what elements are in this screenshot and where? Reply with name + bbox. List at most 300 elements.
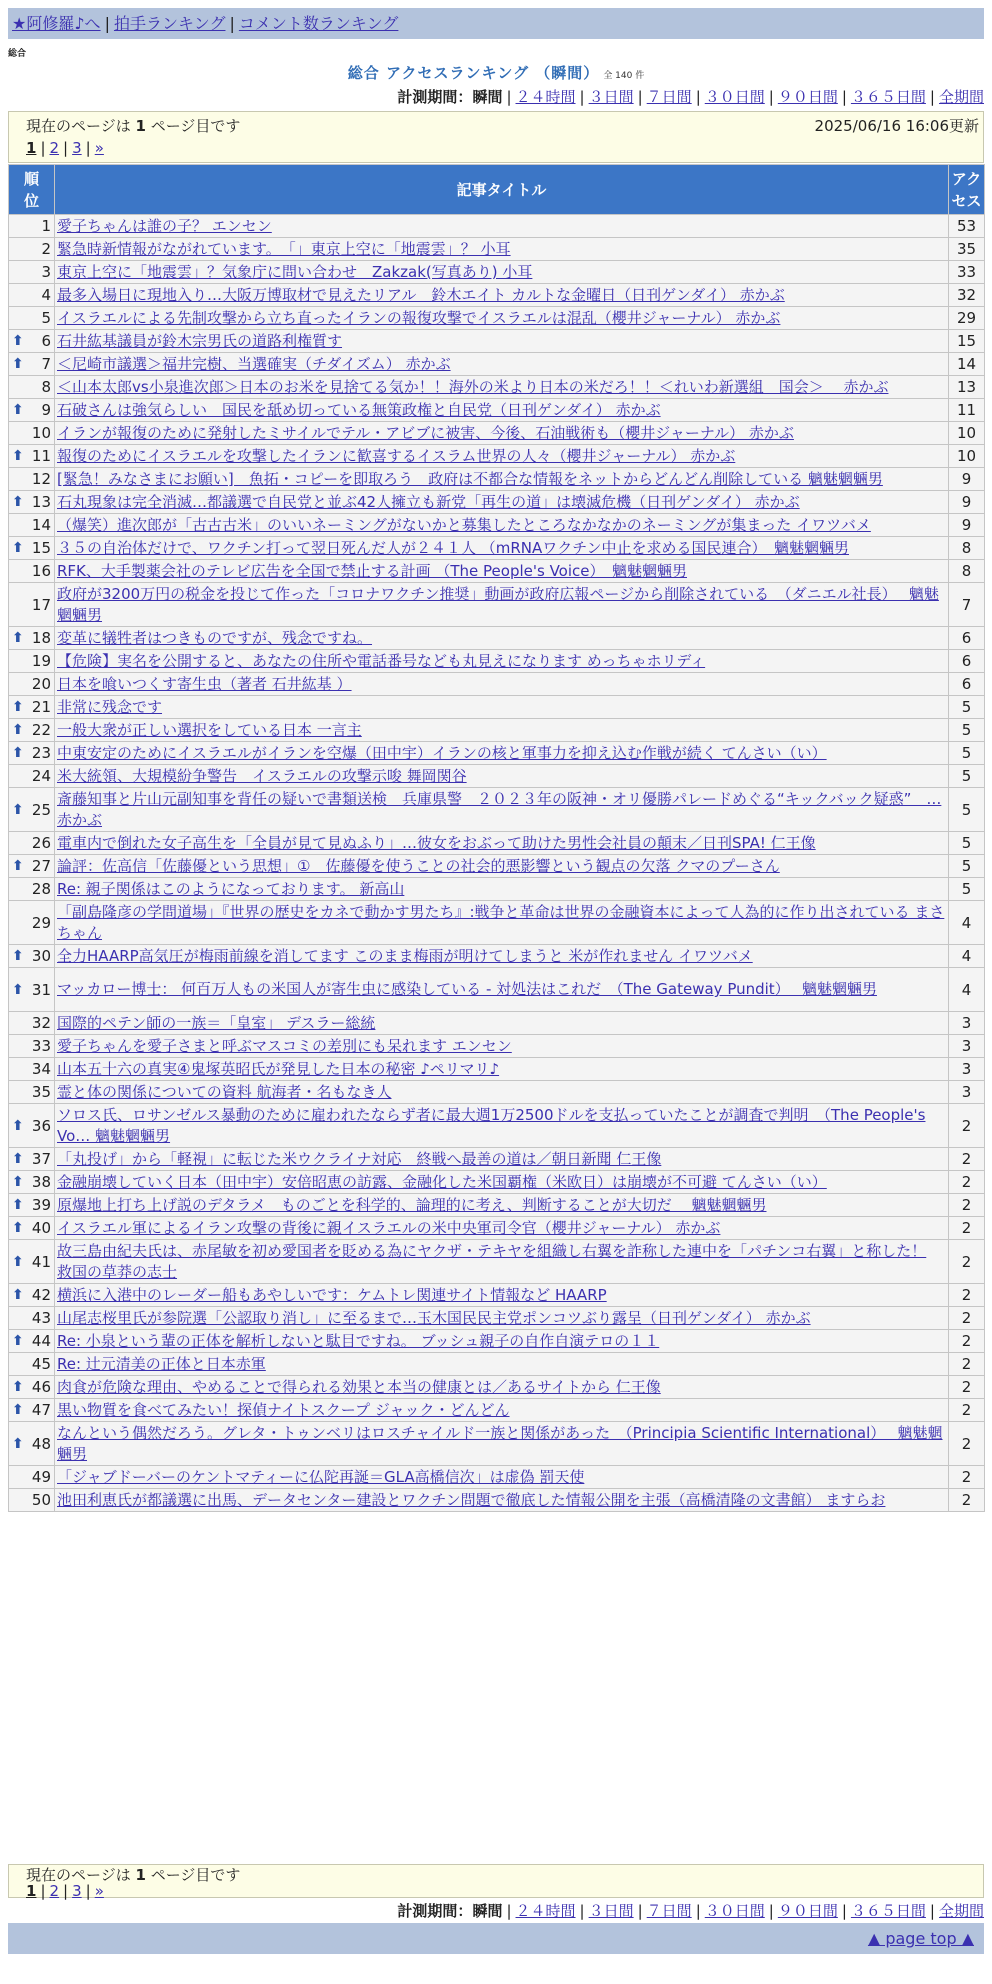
article-title-link[interactable]: 石破さんは強気らしい 国民を舐め切っている無策政権と自民党（日刊ゲンダイ） 赤かぶ xyxy=(57,400,661,419)
nav-link-asyura[interactable]: ★阿修羅♪へ xyxy=(12,14,101,33)
table-header-row xyxy=(9,165,985,215)
title-cell xyxy=(55,261,949,284)
rank-number: 3 xyxy=(41,263,51,281)
article-title-link[interactable]: 論評：佐高信「佐藤優という思想」① 佐藤優を使うことの社会的悪影響という観点の欠落 クマのプーさん xyxy=(57,856,780,875)
page-link[interactable]: » xyxy=(94,1882,104,1900)
title-cell xyxy=(55,650,949,673)
page-link[interactable]: 3 xyxy=(72,139,82,157)
up-arrow-icon: ⬆ xyxy=(12,1117,24,1134)
access-count: 2 xyxy=(949,1148,985,1171)
article-title-link[interactable]: 肉食が危険な理由、やめることで得られる効果と本当の健康とは／あるサイトから 仁王像 xyxy=(57,1377,661,1396)
nav-separator: | xyxy=(104,14,110,33)
table-row xyxy=(9,376,985,399)
period-separator: | xyxy=(768,1902,774,1920)
period-option-link[interactable]: 全期間 xyxy=(938,1902,984,1920)
title-cell xyxy=(55,968,949,1012)
article-title-link[interactable]: 黒い物質を食べてみたい！探偵ナイトスクープ ジャック・どんどん xyxy=(57,1400,510,1419)
up-arrow-icon: ⬆ xyxy=(12,699,24,715)
access-count: 5 xyxy=(949,855,985,878)
access-count: 2 xyxy=(949,1240,985,1284)
access-count: 4 xyxy=(949,945,985,968)
period-current: 瞬間 xyxy=(472,1902,503,1920)
title-cell xyxy=(55,1353,949,1376)
period-option-link[interactable]: 全期間 xyxy=(938,88,984,106)
rank-number: 2 xyxy=(41,240,51,258)
rank-cell xyxy=(9,1489,55,1512)
table-row xyxy=(9,261,985,284)
up-arrow-icon: ⬆ xyxy=(12,1174,24,1190)
rank-cell xyxy=(9,1466,55,1489)
rank-cell xyxy=(9,673,55,696)
rank-cell xyxy=(9,719,55,742)
rank-number: 18 xyxy=(31,629,51,647)
title-cell xyxy=(55,1012,949,1035)
period-option-link[interactable]: ３０日間 xyxy=(704,1902,765,1920)
page-current: 1 xyxy=(26,1882,37,1900)
rank-cell xyxy=(9,307,55,330)
article-title-link[interactable]: RFK、大手製薬会社のテレビ広告を全国で禁止する計画 （The People's Voice） 魑魅魍魎男 xyxy=(57,561,687,580)
title-cell xyxy=(55,788,949,832)
article-title-link[interactable]: Re: 親子関係はこのようになっております。 新高山 xyxy=(57,879,405,898)
title-cell xyxy=(55,1194,949,1217)
title-cell xyxy=(55,719,949,742)
title-cell xyxy=(55,742,949,765)
rank-cell xyxy=(9,742,55,765)
article-title-link[interactable]: 日本を喰いつくす寄生虫（著者 石井紘基 ） xyxy=(57,674,352,693)
table-row xyxy=(9,1194,985,1217)
period-separator: | xyxy=(579,1902,585,1920)
table-row xyxy=(9,1422,985,1466)
up-arrow-icon: ⬆ xyxy=(12,1333,24,1349)
access-count: 9 xyxy=(949,491,985,514)
access-count: 2 xyxy=(949,1194,985,1217)
rank-number: 38 xyxy=(31,1173,51,1191)
current-page-prefix: 現在のページは xyxy=(26,117,131,135)
current-page-suffix: ページ目です xyxy=(150,1866,241,1884)
rank-number: 10 xyxy=(31,424,51,442)
page-separator: | xyxy=(40,1882,46,1900)
rank-cell xyxy=(9,901,55,945)
period-option-link[interactable]: ３６５日間 xyxy=(850,88,926,106)
rank-cell xyxy=(9,1148,55,1171)
up-arrow-icon: ⬆ xyxy=(12,402,24,418)
period-separator: | xyxy=(506,1902,512,1920)
table-row xyxy=(9,1171,985,1194)
title-cell xyxy=(55,514,949,537)
rank-number: 26 xyxy=(31,834,51,852)
access-count: 3 xyxy=(949,1058,985,1081)
rank-cell xyxy=(9,261,55,284)
article-title-link[interactable]: 故三島由紀夫氏は、赤尾敏を初め愛国者を貶める為にヤクザ・テキヤを組織し右翼を詐称した連中を「パチンコ右翼」と称した！ 救国の草莽の志士 xyxy=(57,1241,927,1281)
access-count: 2 xyxy=(949,1330,985,1353)
access-count: 5 xyxy=(949,878,985,901)
article-title-link[interactable]: [緊急！みなさまにお願い] 魚拓・コピーを即取ろう 政府は不都合な情報をネットからどんどん削除している 魑魅魍魎男 xyxy=(57,469,883,488)
period-option-link[interactable]: ３０日間 xyxy=(704,88,765,106)
title-cell xyxy=(55,855,949,878)
article-title-link[interactable]: 石丸現象は完全消滅…都議選で自民党と並ぶ42人擁立も新党「再生の道」は壊滅危機（日刊ゲンダイ） 赤かぶ xyxy=(57,492,800,511)
table-row xyxy=(9,330,985,353)
rank-number: 15 xyxy=(31,539,51,557)
access-count: 5 xyxy=(949,788,985,832)
article-title-link[interactable]: 政府が3200万円の税金を投じて作った「コロナワクチン推奨」動画が政府広報ページから削除されている （ダニエル社長） 魑魅魍魎男 xyxy=(57,584,939,624)
article-title-link[interactable]: 非常に残念です xyxy=(57,697,163,716)
table-row xyxy=(9,878,985,901)
article-title-link[interactable]: （爆笑）進次郎が「古古古米」のいいネーミングがないかと募集したところなかなかのネーミングが集まった イワツバメ xyxy=(57,515,871,534)
access-count: 8 xyxy=(949,560,985,583)
rank-number: 43 xyxy=(31,1309,51,1327)
up-arrow-icon: ⬆ xyxy=(12,722,24,738)
rank-number: 28 xyxy=(31,880,51,898)
table-row xyxy=(9,1217,985,1240)
rank-number: 49 xyxy=(31,1468,51,1486)
period-selector-top xyxy=(397,86,984,107)
up-arrow-icon: ⬆ xyxy=(12,1151,24,1167)
table-row xyxy=(9,215,985,238)
article-title-link[interactable]: 石井紘基議員が鈴木宗男氏の道路利権質す xyxy=(57,331,343,350)
table-row xyxy=(9,1330,985,1353)
table-row xyxy=(9,901,985,945)
title-cell xyxy=(55,537,949,560)
title-cell xyxy=(55,1217,949,1240)
up-arrow-icon: ⬆ xyxy=(12,630,24,646)
article-title-link[interactable]: 横浜に入港中のレーダー船もあやしいです：ケムトレ関連サイト情報など HAARP xyxy=(57,1285,607,1304)
rank-cell xyxy=(9,696,55,719)
rank-number: 31 xyxy=(31,980,51,999)
article-title-link[interactable]: 電車内で倒れた女子高生を「全員が見て見ぬふり」…彼女をおぶって助けた男性会社員の顛末／日刊SPA! 仁王像 xyxy=(57,833,816,852)
rank-cell xyxy=(9,1104,55,1148)
up-arrow-icon: ⬆ xyxy=(12,981,24,998)
nav-separator: | xyxy=(229,14,235,33)
title-cell xyxy=(55,901,949,945)
period-option-link[interactable]: ７日間 xyxy=(646,88,692,106)
rank-number: 14 xyxy=(31,516,51,534)
up-arrow-icon: ⬆ xyxy=(12,448,24,464)
rank-number: 41 xyxy=(31,1252,51,1271)
article-title-link[interactable]: 緊急時新情報がながれています。 「」東京上空に「地震雲」？ 小耳 xyxy=(57,239,511,258)
rank-number: 5 xyxy=(41,309,51,327)
table-row xyxy=(9,1353,985,1376)
article-title-link[interactable]: 金融崩壊していく日本（田中宇）安倍昭恵の訪露、金融化した米国覇権（米欧日）は崩壊が不可避 てんさい（い） xyxy=(57,1172,827,1191)
rank-cell xyxy=(9,376,55,399)
period-selector-bottom xyxy=(397,1900,984,1921)
title-cell xyxy=(55,583,949,627)
period-separator: | xyxy=(841,1902,847,1920)
rank-cell xyxy=(9,353,55,376)
title-header: 記事タイトル xyxy=(55,165,949,215)
period-separator: | xyxy=(637,88,643,106)
rank-number: 45 xyxy=(31,1355,51,1373)
access-count: 2 xyxy=(949,1307,985,1330)
rank-cell xyxy=(9,1240,55,1284)
table-row xyxy=(9,1012,985,1035)
rank-cell xyxy=(9,1058,55,1081)
updated-timestamp: 2025/06/16 16:06更新 xyxy=(814,117,979,135)
article-title-link[interactable]: イスラエルによる先制攻撃から立ち直ったイランの報復攻撃でイスラエルは混乱（櫻井ジャーナル） 赤かぶ xyxy=(57,308,781,327)
nav-link-comment-ranking[interactable]: コメント数ランキング xyxy=(238,14,399,33)
table-row xyxy=(9,765,985,788)
page-separator: | xyxy=(85,139,91,157)
article-title-link[interactable]: イランが報復のために発射したミサイルでテル・アビブに被害、今後、石油戦術も（櫻井ジャーナル） 赤かぶ xyxy=(57,423,794,442)
rank-number: 22 xyxy=(31,721,51,739)
rank-number: 46 xyxy=(31,1378,51,1396)
table-row xyxy=(9,945,985,968)
table-row xyxy=(9,1376,985,1399)
title-cell xyxy=(55,307,949,330)
article-title-link[interactable]: 愛子ちゃんは誰の子？ エンセン xyxy=(57,216,272,235)
article-title-link[interactable]: 山尾志桜里氏が参院選「公認取り消し」に至るまで…玉木国民民主党ポンコツぶり露呈（日刊ゲンダイ） 赤かぶ xyxy=(57,1308,811,1327)
article-title-link[interactable]: 原爆地上打ち上げ説のデタラメ ものごとを科学的、論理的に考え、判断することが大切だ 魑魅魍魎男 xyxy=(57,1195,767,1214)
access-count: 3 xyxy=(949,1012,985,1035)
current-page-text xyxy=(26,115,240,136)
rank-number: 13 xyxy=(31,493,51,511)
up-arrow-icon: ⬆ xyxy=(12,1253,24,1270)
article-title-link[interactable]: 最多入場日に現地入り…大阪万博取材で見えたリアル 鈴木エイト カルトな金曜日（日刊ゲンダイ） 赤かぶ xyxy=(57,285,785,304)
rank-cell xyxy=(9,514,55,537)
article-title-link[interactable]: マッカロー博士： 何百万人もの米国人が寄生虫に感染している - 対処法はこれだ （The Gateway Pundit） 魑魅魍魎男 xyxy=(57,980,877,998)
period-option-link[interactable]: ９０日間 xyxy=(777,88,838,106)
access-count: 2 xyxy=(949,1353,985,1376)
table-row xyxy=(9,1307,985,1330)
title-cell xyxy=(55,1466,949,1489)
article-title-link[interactable]: 「副島隆彦の学問道場」『世界の歴史をカネで動かす男たち』:戦争と革命は世界の金融資本によって人為的に作り出されている まさちゃん xyxy=(57,902,945,942)
up-arrow-icon: ⬆ xyxy=(12,494,24,510)
access-count: 6 xyxy=(949,650,985,673)
access-count: 9 xyxy=(949,514,985,537)
rank-cell xyxy=(9,1171,55,1194)
table-row xyxy=(9,1104,985,1148)
rank-cell xyxy=(9,1035,55,1058)
rank-number: 44 xyxy=(31,1332,51,1350)
table-row xyxy=(9,468,985,491)
page-title xyxy=(0,62,992,83)
period-separator: | xyxy=(579,88,585,106)
current-page-suffix: ページ目です xyxy=(150,117,241,135)
rank-number: 50 xyxy=(31,1491,51,1509)
access-count: 10 xyxy=(949,445,985,468)
table-row xyxy=(9,696,985,719)
access-count: 2 xyxy=(949,1217,985,1240)
rank-cell xyxy=(9,1012,55,1035)
up-arrow-icon: ⬆ xyxy=(12,1197,24,1213)
access-count: 2 xyxy=(949,1171,985,1194)
article-title-link[interactable]: 「丸投げ」から「軽視」に転じた米ウクライナ対応 終戦へ最善の道は／朝日新聞 仁王像 xyxy=(57,1149,662,1168)
title-cell xyxy=(55,491,949,514)
article-title-link[interactable]: 霊と体の関係についての資料 航海者・名もなき人 xyxy=(57,1082,392,1101)
rank-cell xyxy=(9,855,55,878)
article-title-link[interactable]: ３５の自治体だけで、ワクチン打って翌日死んだ人が２４１人 （mRNAワクチン中止を求める国民連合） 魑魅魍魎男 xyxy=(57,538,849,557)
period-option-link[interactable]: ９０日間 xyxy=(777,1902,838,1920)
article-title-link[interactable]: 一般大衆が正しい選択をしている日本 一言主 xyxy=(57,720,362,739)
rank-number: 16 xyxy=(31,562,51,580)
period-separator: | xyxy=(695,1902,701,1920)
title-cell xyxy=(55,445,949,468)
table-row xyxy=(9,968,985,1012)
article-title-link[interactable]: Re: 辻元清美の正体と日本赤軍 xyxy=(57,1354,266,1373)
up-arrow-icon: ⬆ xyxy=(12,1379,24,1395)
period-separator: | xyxy=(695,88,701,106)
rank-cell xyxy=(9,1081,55,1104)
access-count: 11 xyxy=(949,399,985,422)
nav-link-applause-ranking[interactable]: 拍手ランキング xyxy=(113,14,226,33)
access-count: 29 xyxy=(949,307,985,330)
article-title-link[interactable]: 池田利恵氏が都議選に出馬、データセンター建設とワクチン問題で徹底した情報公開を主張（高橋清隆の文書館） ますらお xyxy=(57,1490,886,1509)
access-count: 2 xyxy=(949,1489,985,1512)
rank-cell xyxy=(9,537,55,560)
period-option-link[interactable]: ２４時間 xyxy=(515,1902,576,1920)
article-title-link[interactable]: ソロス氏、ロサンゼルス暴動のために雇われたならず者に最大週1万2500ドルを支払っていたことが調査で判明 （The People's Vo… 魑魅魍魎男 xyxy=(57,1105,926,1145)
article-title-link[interactable]: 国際的ペテン師の一族＝「皇室」 デスラー総統 xyxy=(57,1013,376,1032)
article-title-link[interactable]: 米大統領、大規模紛争警告 イスラエルの攻撃示唆 舞岡関谷 xyxy=(57,766,467,785)
title-cell xyxy=(55,696,949,719)
period-separator: | xyxy=(637,1902,643,1920)
page-top-link[interactable]: ▲ page top ▲ xyxy=(867,1929,974,1948)
page-link[interactable]: 2 xyxy=(49,1882,60,1900)
rank-number: 9 xyxy=(41,401,51,419)
article-title-link[interactable]: Re: 小泉という輩の正体を解析しないと駄目ですね。 ブッシュ親子の自作自演テロの１１ xyxy=(57,1331,660,1350)
period-separator: | xyxy=(929,88,935,106)
table-row xyxy=(9,422,985,445)
title-cell xyxy=(55,1489,949,1512)
rank-number: 40 xyxy=(31,1219,51,1237)
period-option-link[interactable]: ３日間 xyxy=(588,1902,634,1920)
page-link[interactable]: 3 xyxy=(72,1882,82,1900)
rank-number: 47 xyxy=(31,1401,51,1419)
period-option-link[interactable]: ３６５日間 xyxy=(850,1902,926,1920)
page-current: 1 xyxy=(26,139,37,157)
article-title-link[interactable]: ＜山本太郎vs小泉進次郎＞日本のお米を見捨てる気か！！海外の米より日本の米だろ！！＜れいわ新選組 国会＞ 赤かぶ xyxy=(57,377,889,396)
table-row xyxy=(9,238,985,261)
rank-number: 21 xyxy=(31,698,51,716)
page-link[interactable]: » xyxy=(94,139,104,157)
article-title-link[interactable]: 斎藤知事と片山元副知事を背任の疑いで書類送検 兵庫県警 ２０２３年の阪神・オリ優勝パレードめぐる“キックバック疑惑” … 赤かぶ xyxy=(57,789,942,829)
up-arrow-icon: ⬆ xyxy=(12,948,24,964)
access-count: 32 xyxy=(949,284,985,307)
article-title-link[interactable]: イスラエル軍によるイラン攻撃の背後に親イスラエルの米中央軍司令官（櫻井ジャーナル） 赤かぶ xyxy=(57,1218,721,1237)
access-count: 13 xyxy=(949,376,985,399)
table-row xyxy=(9,399,985,422)
rank-number: 32 xyxy=(31,1014,51,1032)
table-row xyxy=(9,284,985,307)
access-count: 8 xyxy=(949,537,985,560)
page-link[interactable]: 2 xyxy=(49,139,60,157)
article-title-link[interactable]: 愛子ちゃんを愛子さまと呼ぶマスコミの差別にも呆れます エンセン xyxy=(57,1036,512,1055)
access-count: 15 xyxy=(949,330,985,353)
rank-cell xyxy=(9,1353,55,1376)
title-cell xyxy=(55,1171,949,1194)
article-title-link[interactable]: 変革に犠牲者はつきものですが、残念ですね。 xyxy=(57,628,373,647)
table-row xyxy=(9,353,985,376)
rank-cell xyxy=(9,1376,55,1399)
page-separator: | xyxy=(63,1882,69,1900)
article-title-link[interactable]: 報復のためにイスラエルを攻撃したイランに歓喜するイスラム世界の人々（櫻井ジャーナル） 赤かぶ xyxy=(57,446,736,465)
title-cell xyxy=(55,399,949,422)
current-page-prefix: 現在のページは xyxy=(26,1866,131,1884)
rank-number: 27 xyxy=(31,857,51,875)
article-title-link[interactable]: 東京上空に「地震雲」？気象庁に問い合わせ Zakzak(写真あり) 小耳 xyxy=(57,262,533,281)
access-count: 5 xyxy=(949,832,985,855)
rank-cell xyxy=(9,627,55,650)
title-cell xyxy=(55,560,949,583)
page-separator: | xyxy=(40,139,46,157)
access-count: 3 xyxy=(949,1035,985,1058)
title-cell xyxy=(55,1284,949,1307)
title-cell xyxy=(55,878,949,901)
access-count: 3 xyxy=(949,1081,985,1104)
rank-cell xyxy=(9,1399,55,1422)
up-arrow-icon: ⬆ xyxy=(12,356,24,372)
article-title-link[interactable]: 山本五十六の真実④鬼塚英昭氏が発見した日本の秘密 ♪ペリマリ♪ xyxy=(57,1059,500,1078)
article-title-link[interactable]: 「ジャブドーバーのケントマティーに仏陀再誕＝GLA高橋信次」は虚偽 罰天使 xyxy=(57,1467,585,1486)
period-separator: | xyxy=(768,88,774,106)
up-arrow-icon: ⬆ xyxy=(12,540,24,556)
access-count: 4 xyxy=(949,901,985,945)
table-row xyxy=(9,673,985,696)
rank-number: 36 xyxy=(31,1116,51,1135)
title-cell xyxy=(55,627,949,650)
rank-cell xyxy=(9,788,55,832)
rank-number: 25 xyxy=(31,800,51,819)
table-row xyxy=(9,491,985,514)
article-title-link[interactable]: 中東安定のためにイスラエルがイランを空爆（田中宇）イランの核と軍事力を抑え込む作戦が続く てんさい（い） xyxy=(57,743,827,762)
title-cell xyxy=(55,215,949,238)
access-count: 2 xyxy=(949,1104,985,1148)
rank-number: 35 xyxy=(31,1083,51,1101)
page-separator: | xyxy=(63,139,69,157)
title-cell xyxy=(55,1148,949,1171)
title-cell xyxy=(55,765,949,788)
rank-number: 39 xyxy=(31,1196,51,1214)
table-row xyxy=(9,788,985,832)
title-cell xyxy=(55,376,949,399)
title-cell xyxy=(55,353,949,376)
title-cell xyxy=(55,673,949,696)
article-title-link[interactable]: 全力HAARP高気圧が梅雨前線を消してます このまま梅雨が明けてしまうと 米が作れません イワツバメ xyxy=(57,946,753,965)
up-arrow-icon: ⬆ xyxy=(12,1435,24,1452)
period-separator: | xyxy=(929,1902,935,1920)
access-count: 5 xyxy=(949,765,985,788)
period-option-link[interactable]: ３日間 xyxy=(588,88,634,106)
access-count: 9 xyxy=(949,468,985,491)
rank-number: 7 xyxy=(41,355,51,373)
period-current: 瞬間 xyxy=(472,88,503,106)
table-row xyxy=(9,445,985,468)
rank-cell xyxy=(9,215,55,238)
access-count: 2 xyxy=(949,1422,985,1466)
period-label: 計測期間： xyxy=(397,88,473,106)
period-option-link[interactable]: ７日間 xyxy=(646,1902,692,1920)
title-cell xyxy=(55,238,949,261)
access-count: 7 xyxy=(949,583,985,627)
article-title-link[interactable]: 【危険】実名を公開すると、あなたの住所や電話番号なども丸見えになります めっちゃホリディ xyxy=(57,651,706,670)
access-count: 14 xyxy=(949,353,985,376)
article-title-link[interactable]: なんという偶然だろう。グレタ・トゥンベリはロスチャイルド一族と関係があった （Principia Scientific International） 魑魅魍魎男 xyxy=(57,1423,943,1463)
article-title-link[interactable]: ＜尼崎市議選＞福井完樹、当選確実（チダイズム） 赤かぶ xyxy=(57,354,451,373)
rank-cell xyxy=(9,1284,55,1307)
access-count: 6 xyxy=(949,627,985,650)
table-row xyxy=(9,1035,985,1058)
period-option-link[interactable]: ２４時間 xyxy=(515,88,576,106)
rank-number: 37 xyxy=(31,1150,51,1168)
title-cell xyxy=(55,1035,949,1058)
rank-cell xyxy=(9,399,55,422)
rank-number: 1 xyxy=(41,217,51,235)
ranking-body xyxy=(9,215,985,1512)
access-count: 10 xyxy=(949,422,985,445)
rank-cell xyxy=(9,832,55,855)
rank-cell xyxy=(9,945,55,968)
title-cell xyxy=(55,1058,949,1081)
title-cell xyxy=(55,284,949,307)
